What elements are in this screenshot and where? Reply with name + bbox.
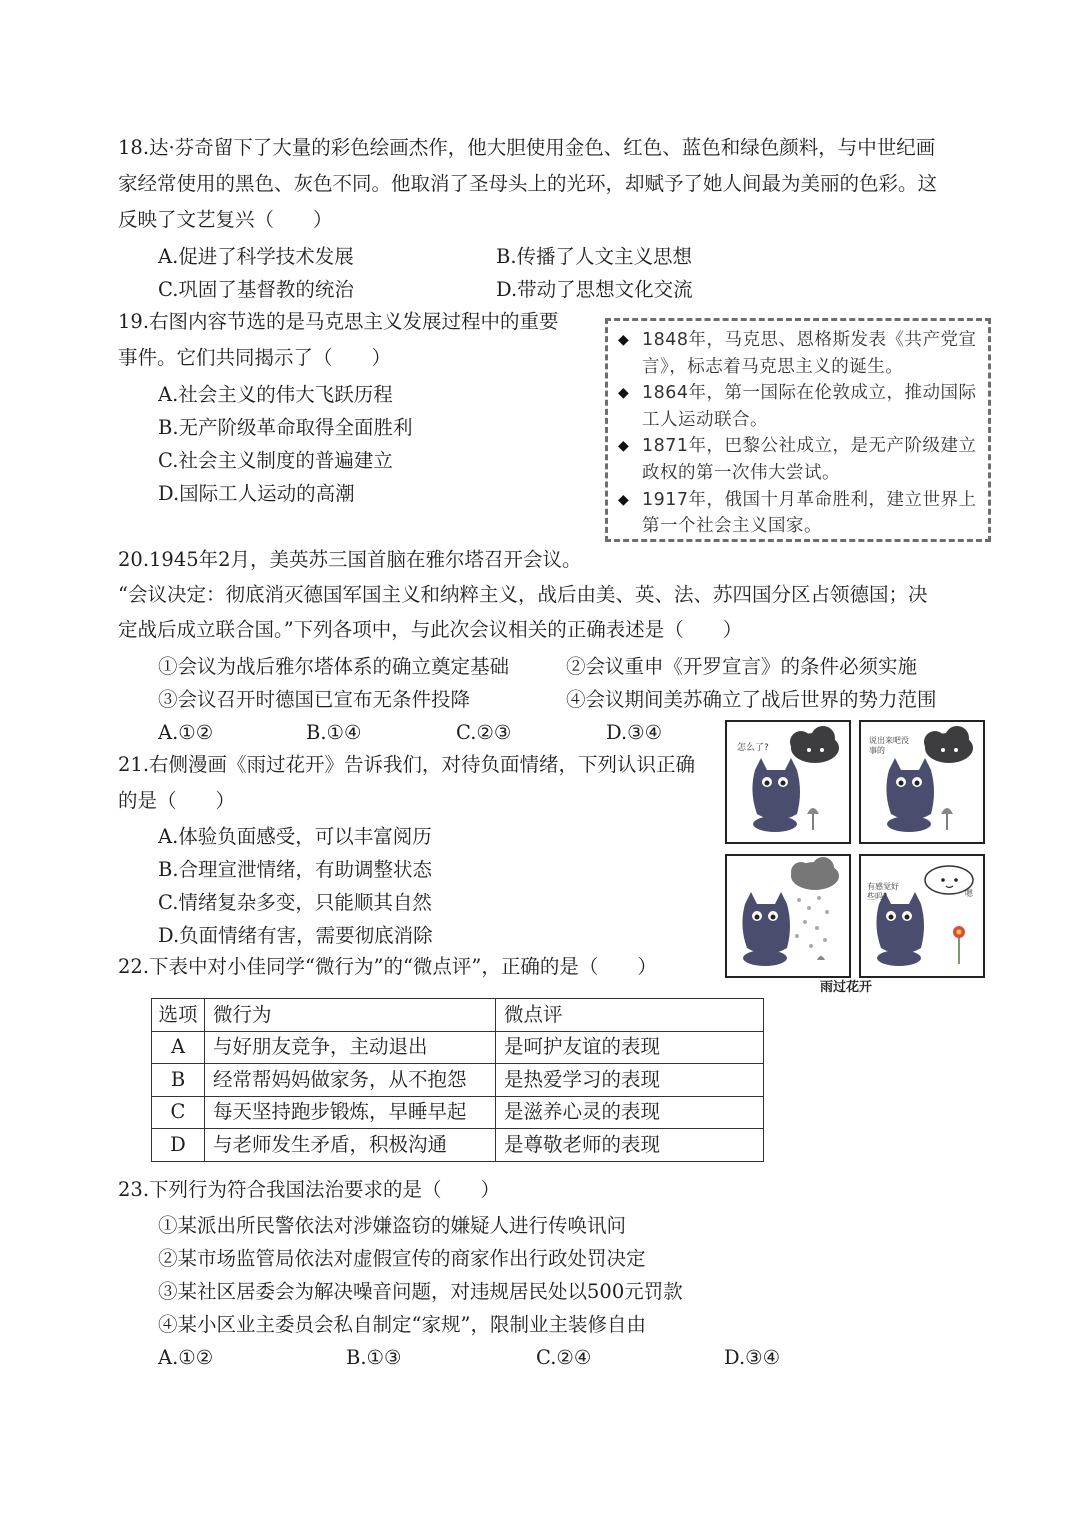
table-cell: 是尊敬老师的表现	[496, 1129, 764, 1162]
q19-option-c: C.社会主义制度的普遍建立	[158, 449, 393, 472]
comic-speech-bubble-2: 说出来吧没事的	[869, 736, 909, 755]
table-cell: 是呵护友谊的表现	[496, 1031, 764, 1064]
q18-option-b: B.传播了人文主义思想	[496, 245, 693, 268]
table-cell: 与好朋友竞争，主动退出	[205, 1031, 496, 1064]
table-cell: A	[152, 1031, 205, 1064]
q20-stem-line-3: 定战后成立联合国。”下列各项中，与此次会议相关的正确表述是（ ）	[118, 618, 743, 641]
q21-option-d: D.负面情绪有害，需要彻底消除	[158, 924, 433, 947]
crying-cat-rain-cloud-illustration	[727, 856, 848, 975]
q18-option-d: D.带动了思想文化交流	[496, 278, 693, 301]
q18-option-a: A.促进了科学技术发展	[158, 245, 354, 268]
q21-option-c: C.情绪复杂多变，只能顺其自然	[158, 891, 432, 914]
q20-option-d: D.③④	[606, 721, 663, 744]
q22-stem: 22.下表中对小佳同学“微行为”的“微点评”，正确的是（ ）	[118, 955, 657, 978]
q19-events-box	[605, 318, 991, 542]
diamond-bullet-icon: ◆	[618, 332, 629, 348]
table-header-row	[152, 999, 764, 1032]
table-header-cell: 微行为	[205, 999, 496, 1032]
q21-stem-line-2: 的是（ ）	[118, 789, 236, 812]
table-cell: 与老师发生矛盾，积极沟通	[205, 1129, 496, 1162]
q19-option-a: A.社会主义的伟大飞跃历程	[158, 383, 393, 406]
q19-event-text: 1871年，巴黎公社成立，是无产阶级建立政权的第一次伟大尝试。	[642, 436, 977, 483]
table-cell: 每天坚持跑步锻炼，早睡早起	[205, 1096, 496, 1129]
diamond-bullet-icon: ◆	[618, 385, 629, 402]
q21-option-b: B.合理宣泄情绪，有助调整状态	[158, 858, 433, 881]
q18-option-c: C.巩固了基督教的统治	[158, 278, 354, 301]
q19-event-1917	[618, 487, 978, 540]
q20-statement-4: ④会议期间美苏确立了战后世界的势力范围	[566, 688, 937, 711]
table-row	[152, 1129, 764, 1162]
q21-stem-line-1: 21.右侧漫画《雨过花开》告诉我们，对待负面情绪，下列认识正确	[118, 753, 696, 776]
q23-stem: 23.下列行为符合我国法治要求的是（ ）	[118, 1178, 501, 1201]
table-row	[152, 1064, 764, 1097]
q23-statement-4: ④某小区业主委员会私自制定“家规”，限制业主装修自由	[158, 1313, 646, 1336]
q20-statement-3: ③会议召开时德国已宣布无条件投降	[158, 688, 471, 711]
q19-option-b: B.无产阶级革命取得全面胜利	[158, 416, 413, 439]
q22-table	[151, 998, 764, 1162]
q20-option-a: A.①②	[158, 721, 214, 744]
table-row	[152, 1096, 764, 1129]
q18-stem-line-1: 18.达·芬奇留下了大量的彩色绘画杰作，他大胆使用金色、红色、蓝色和绿色颜料，与中世纪画	[118, 136, 936, 159]
comic-speech-bubble-1: 怎么了?	[737, 743, 769, 753]
q23-statement-1: ①某派出所民警依法对涉嫌盗窃的嫌疑人进行传唤讯问	[158, 1214, 627, 1237]
comic-caption: 雨过花开	[820, 980, 873, 995]
q23-option-c: C.②④	[536, 1346, 592, 1369]
q20-option-c: C.②③	[456, 721, 512, 744]
comic-panel-4	[859, 854, 985, 978]
comic-panel-3	[725, 854, 851, 978]
q19-event-text: 1864年，第一国际在伦敦成立，推动国际工人运动联合。	[642, 383, 977, 430]
diamond-bullet-icon: ◆	[618, 491, 629, 508]
q21-option-a: A.体验负面感受，可以丰富阅历	[158, 825, 432, 848]
q23-statement-2: ②某市场监管局依法对虚假宣传的商家作出行政处罚决定	[158, 1247, 646, 1270]
comic-rain-then-flowers	[725, 720, 987, 980]
q19-event-text: 1917年，俄国十月革命胜利，建立世界上第一个社会主义国家。	[642, 489, 977, 537]
q19-stem-line-2: 事件。它们共同揭示了（ ）	[118, 346, 392, 369]
table-header-cell: 选项	[152, 999, 205, 1032]
q19-event-text: 1848年，马克思、恩格斯发表《共产党宣言》，标志着马克思主义的诞生。	[642, 330, 977, 377]
q18-stem-line-3: 反映了文艺复兴（ ）	[118, 208, 333, 231]
diamond-bullet-icon: ◆	[618, 438, 629, 455]
comic-side-text: 嗯	[965, 889, 973, 898]
q18-stem-line-2: 家经常使用的黑色、灰色不同。他取消了圣母头上的光环，却赋予了她人间最为美丽的色彩。这	[118, 172, 938, 195]
q23-option-b: B.①③	[346, 1346, 402, 1369]
q19-event-1864	[618, 380, 978, 433]
comic-panel-2	[859, 720, 985, 844]
table-cell: C	[152, 1096, 205, 1129]
table-row	[152, 1031, 764, 1064]
comic-speech-bubble-4: 有感觉好些吗?	[867, 882, 899, 901]
q20-stem-line-1: 20.1945年2月，美英苏三国首脑在雅尔塔召开会议。	[118, 548, 582, 571]
table-cell: 经常帮妈妈做家务，从不抱怨	[205, 1064, 496, 1097]
table-cell: 是热爱学习的表现	[496, 1064, 764, 1097]
table-cell: 是滋养心灵的表现	[496, 1096, 764, 1129]
q19-option-d: D.国际工人运动的高潮	[158, 482, 355, 505]
table-cell: B	[152, 1064, 205, 1097]
q20-statement-1: ①会议为战后雅尔塔体系的确立奠定基础	[158, 655, 510, 678]
table-header-cell: 微点评	[496, 999, 764, 1032]
q20-option-b: B.①④	[306, 721, 362, 744]
q19-event-1848	[618, 327, 978, 380]
q19-stem-line-1: 19.右图内容节选的是马克思主义发展过程中的重要	[118, 310, 559, 333]
comic-panel-1	[725, 720, 851, 844]
q23-option-d: D.③④	[724, 1346, 781, 1369]
q23-option-a: A.①②	[158, 1346, 214, 1369]
q20-statement-2: ②会议重申《开罗宣言》的条件必须实施	[566, 655, 918, 678]
q19-event-1871	[618, 433, 978, 486]
q20-stem-line-2: “会议决定：彻底消灭德国军国主义和纳粹主义，战后由美、英、法、苏四国分区占领德国；决	[118, 583, 928, 606]
cat-white-cloud-flower-illustration	[861, 856, 982, 975]
q23-statement-3: ③某社区居委会为解决噪音问题，对违规居民处以500元罚款	[158, 1280, 683, 1303]
table-cell: D	[152, 1129, 205, 1162]
